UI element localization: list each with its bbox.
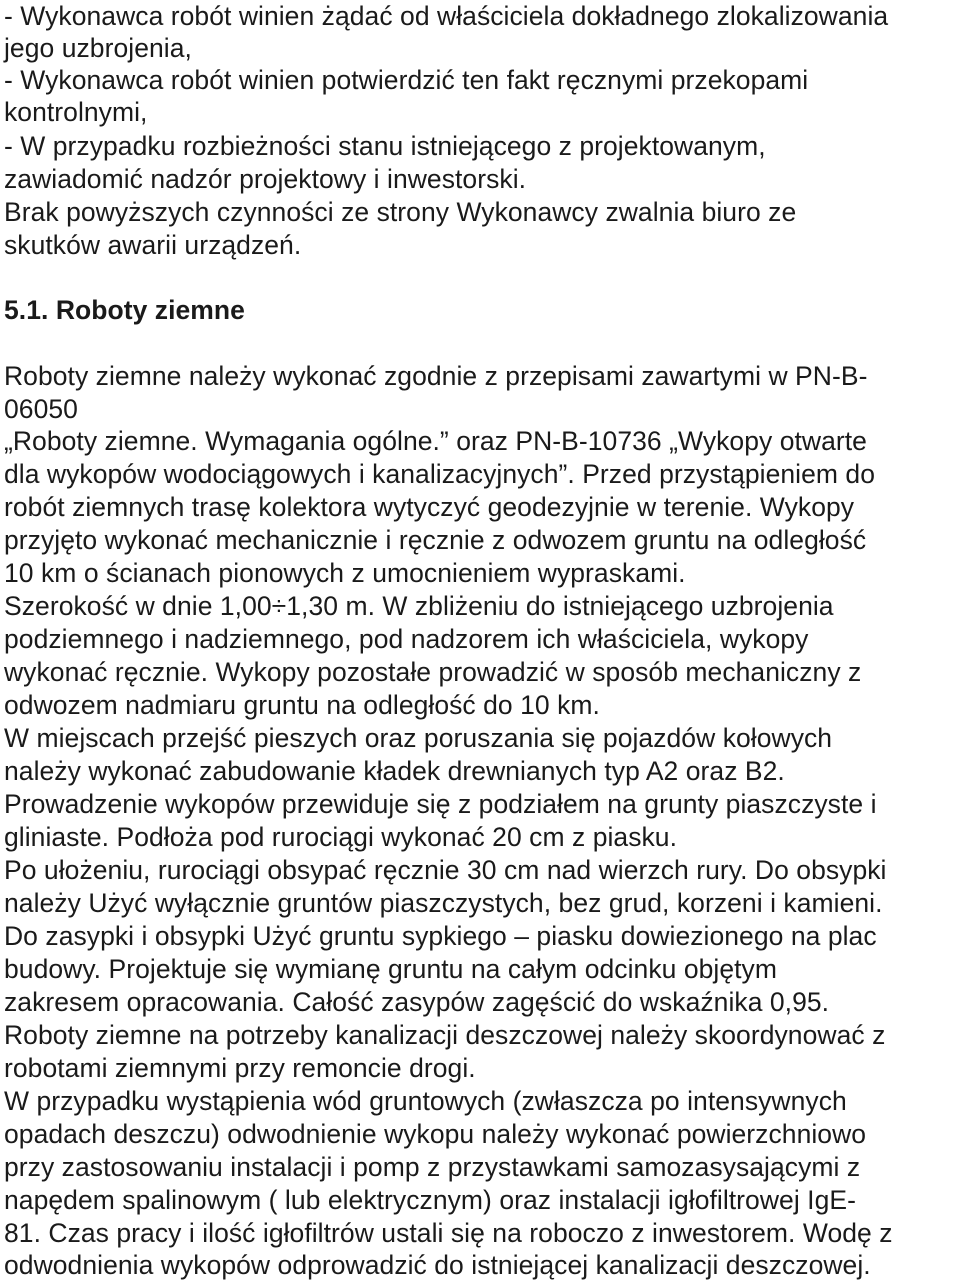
text-line: 06050 xyxy=(4,394,78,424)
text-line: należy wykonać zabudowanie kładek drewnianych typ A2 oraz B2. xyxy=(4,756,785,786)
text-line: W przypadku wystąpienia wód gruntowych (zwłaszcza po intensywnych xyxy=(4,1086,847,1116)
text-line: robotami ziemnymi przy remoncie drogi. xyxy=(4,1053,476,1083)
text-line: - Wykonawca robót winien żądać od właściciela dokładnego zlokalizowania xyxy=(4,1,889,31)
text-line: robót ziemnych trasę kolektora wytyczyć geodezyjnie w terenie. Wykopy xyxy=(4,492,855,522)
text-line: budowy. Projektuje się wymianę gruntu na całym odcinku objętym xyxy=(4,954,777,984)
text-line: gliniaste. Podłoża pod rurociągi wykonać 20 cm z piasku. xyxy=(4,822,678,852)
text-line: 81. Czas pracy i ilość igłofiltrów ustali się na roboczo z inwestorem. Wodę z xyxy=(4,1218,893,1248)
text-line: opadach deszczu) odwodnienie wykopu należy wykonać powierzchniowo xyxy=(4,1119,867,1149)
text-line: Brak powyższych czynności ze strony Wykonawcy zwalnia biuro ze xyxy=(4,197,797,227)
text-line: odwozem nadmiaru gruntu na odległość do 10 km. xyxy=(4,690,600,720)
text-line: W miejscach przejść pieszych oraz poruszania się pojazdów kołowych xyxy=(4,723,833,753)
text-line: przyjęto wykonać mechanicznie i ręcznie z odwozem gruntu na odległość xyxy=(4,525,867,555)
text-line: odwodnienia wykopów odprowadzić do istniejącej kanalizacji deszczowej. xyxy=(4,1250,871,1280)
text-line: „Roboty ziemne. Wymagania ogólne.” oraz PN-B-10736 „Wykopy otwarte xyxy=(4,426,867,456)
text-line: kontrolnymi, xyxy=(4,97,148,127)
text-line: - W przypadku rozbieżności stanu istniejącego z projektowanym, xyxy=(4,131,766,161)
text-line: napędem spalinowym ( lub elektrycznym) oraz instalacji igłofiltrowej IgE- xyxy=(4,1185,856,1215)
text-line: Po ułożeniu, rurociągi obsypać ręcznie 30 cm nad wierzch rury. Do obsypki xyxy=(4,855,887,885)
text-line: - Wykonawca robót winien potwierdzić ten fakt ręcznymi przekopami xyxy=(4,65,809,95)
text-line: zawiadomić nadzór projektowy i inwestorski. xyxy=(4,164,527,194)
text-line: 10 km o ścianach pionowych z umocnieniem wypraskami. xyxy=(4,558,686,588)
text-line: Do zasypki i obsypki Użyć gruntu sypkiego – piasku dowiezionego na plac xyxy=(4,921,877,951)
text-line: Roboty ziemne należy wykonać zgodnie z przepisami zawartymi w PN-B- xyxy=(4,361,868,391)
text-line: Prowadzenie wykopów przewiduje się z podziałem na grunty piaszczyste i xyxy=(4,789,877,819)
text-line: skutków awarii urządzeń. xyxy=(4,230,302,260)
text-line: jego uzbrojenia, xyxy=(4,33,192,63)
text-line: Roboty ziemne na potrzeby kanalizacji deszczowej należy skoordynować z xyxy=(4,1020,886,1050)
text-line: Szerokość w dnie 1,00÷1,30 m. W zbliżeniu do istniejącego uzbrojenia xyxy=(4,591,834,621)
text-line: zakresem opracowania. Całość zasypów zagęścić do wskaźnika 0,95. xyxy=(4,987,830,1017)
text-line: wykonać ręcznie. Wykopy pozostałe prowadzić w sposób mechaniczny z xyxy=(4,657,862,687)
text-line: należy Użyć wyłącznie gruntów piaszczystych, bez grud, korzeni i kamieni. xyxy=(4,888,883,918)
document-page xyxy=(4,0,960,1283)
text-line: podziemnego i nadziemnego, pod nadzorem ich właściciela, wykopy xyxy=(4,624,809,654)
text-line: przy zastosowaniu instalacji i pomp z przystawkami samozasysającymi z xyxy=(4,1152,861,1182)
text-line: dla wykopów wodociągowych i kanalizacyjnych”. Przed przystąpieniem do xyxy=(4,459,876,489)
section-heading: 5.1. Roboty ziemne xyxy=(4,295,245,325)
